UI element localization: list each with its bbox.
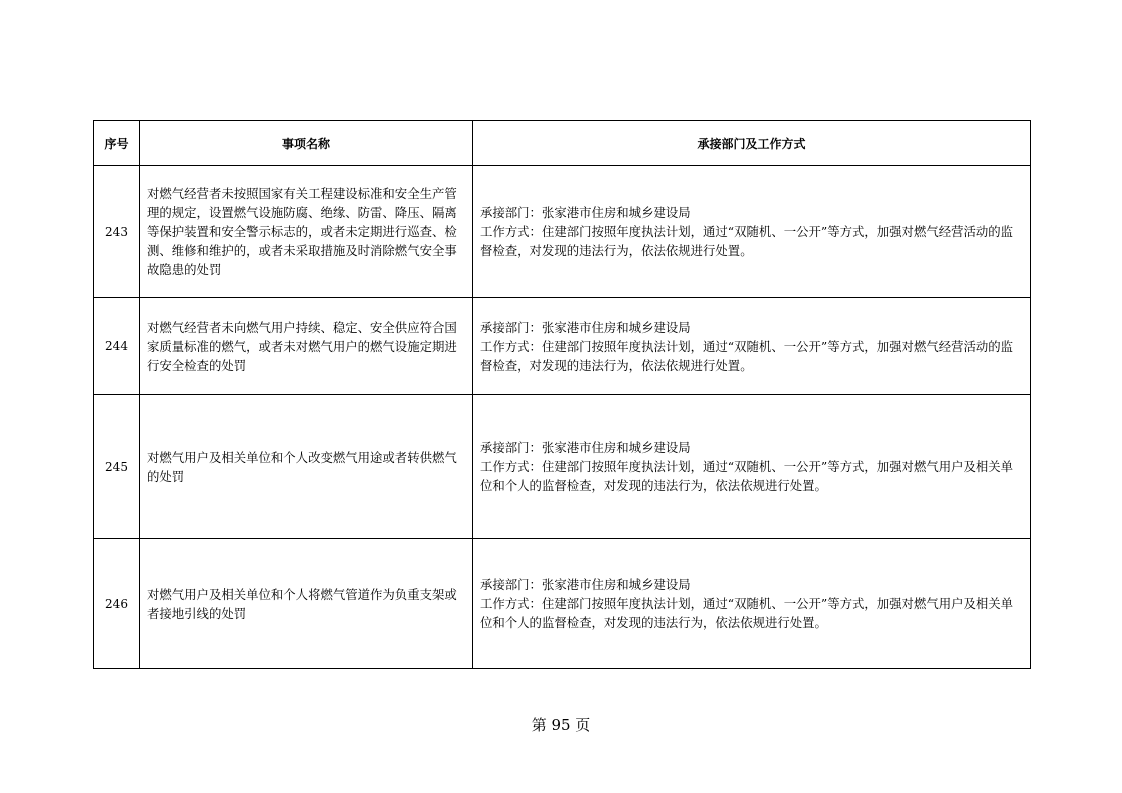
header-department-and-method: 承接部门及工作方式	[473, 121, 1031, 166]
table-header	[94, 121, 1031, 166]
page-number: 第 95 页	[531, 716, 591, 734]
items-table	[93, 120, 1031, 669]
row-number: 245	[94, 395, 140, 539]
table-body	[94, 166, 1031, 669]
department-method-cell	[473, 539, 1031, 669]
method-text: 工作方式：住建部门按照年度执法计划，通过“双随机、一公开”等方式，加强对燃气用户及相关单位和个人的监督检查，对发现的违法行为，依法依规进行处置。	[480, 459, 1014, 493]
row-number: 244	[94, 298, 140, 395]
table-row	[94, 395, 1031, 539]
header-number: 序号	[94, 121, 140, 166]
department-text: 承接部门：张家港市住房和城乡建设局	[480, 205, 691, 220]
department-method-cell	[473, 395, 1031, 539]
table-row	[94, 166, 1031, 298]
header-row	[94, 121, 1031, 166]
method-text: 工作方式：住建部门按照年度执法计划，通过“双随机、一公开”等方式，加强对燃气经营活动的监督检查，对发现的违法行为，依法依规进行处置。	[480, 224, 1014, 258]
department-text: 承接部门：张家港市住房和城乡建设局	[480, 440, 691, 455]
table-row	[94, 539, 1031, 669]
department-text: 承接部门：张家港市住房和城乡建设局	[480, 577, 691, 592]
department-method-cell	[473, 166, 1031, 298]
method-text: 工作方式：住建部门按照年度执法计划，通过“双随机、一公开”等方式，加强对燃气用户及相关单位和个人的监督检查，对发现的违法行为，依法依规进行处置。	[480, 596, 1014, 630]
method-text: 工作方式：住建部门按照年度执法计划，通过“双随机、一公开”等方式，加强对燃气经营活动的监督检查，对发现的违法行为，依法依规进行处置。	[480, 338, 1014, 373]
item-name: 对燃气用户及相关单位和个人将燃气管道作为负重支架或者接地引线的处罚	[140, 539, 473, 669]
table-row	[94, 298, 1031, 395]
item-name: 对燃气用户及相关单位和个人改变燃气用途或者转供燃气的处罚	[140, 395, 473, 539]
row-number: 246	[94, 539, 140, 669]
item-name: 对燃气经营者未按照国家有关工程建设标准和安全生产管理的规定，设置燃气设施防腐、绝缘、防雷、降压、隔离等保护装置和安全警示标志的，或者未定期进行巡查、检测、维修和维护的，或者未采取措施及时消除燃气安全事故隐患的处罚	[140, 166, 473, 298]
department-text: 承接部门：张家港市住房和城乡建设局	[480, 319, 691, 335]
item-name: 对燃气经营者未向燃气用户持续、稳定、安全供应符合国家质量标准的燃气，或者未对燃气用户的燃气设施定期进行安全检查的处罚	[140, 298, 473, 395]
row-number: 243	[94, 166, 140, 298]
header-item-name: 事项名称	[140, 121, 473, 166]
department-method-cell	[473, 298, 1031, 395]
